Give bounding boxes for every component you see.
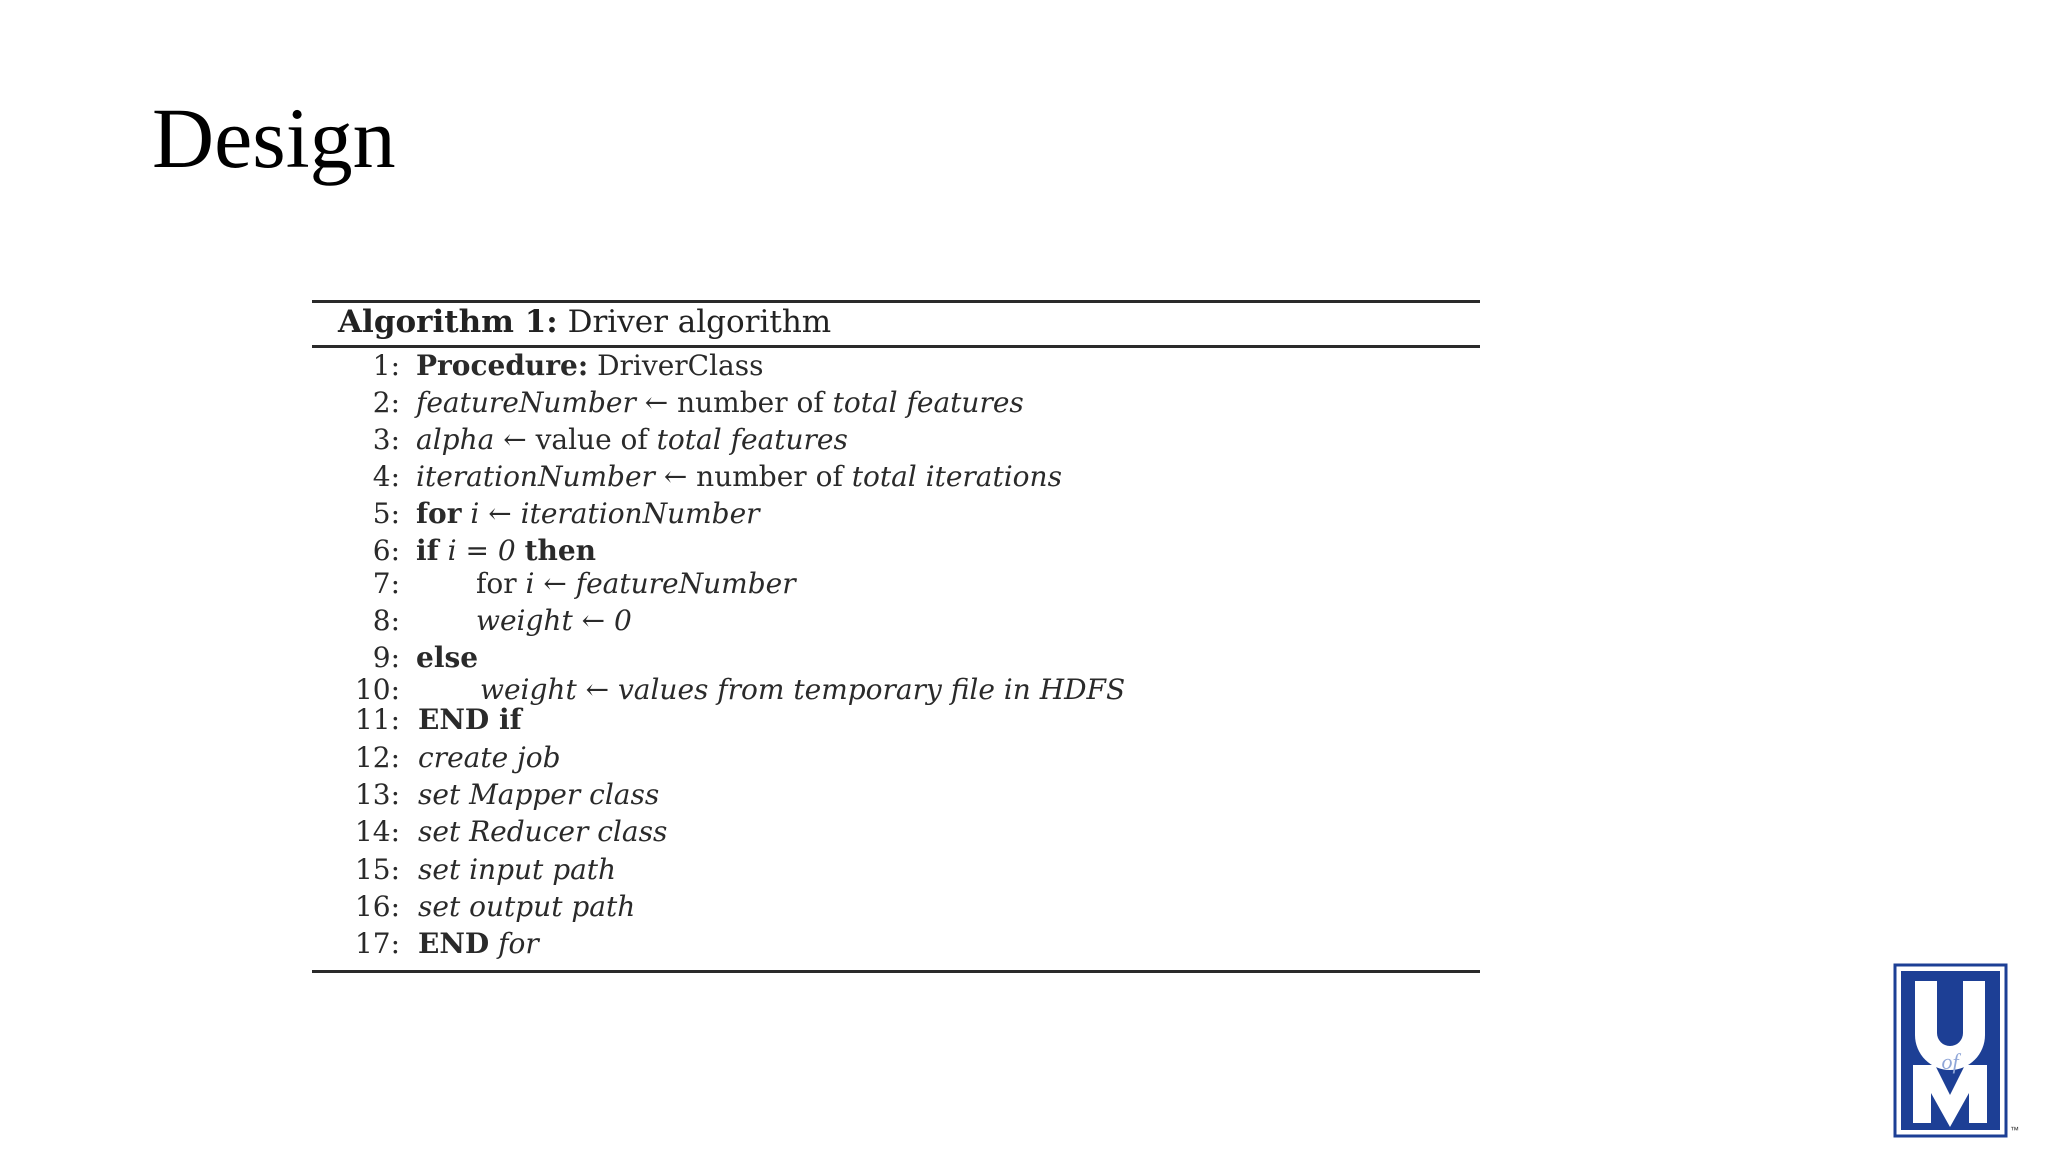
- bottom-rule: [312, 970, 1480, 973]
- line-number: 7:: [372, 567, 400, 600]
- statement-text: [439, 534, 448, 567]
- slide-title: Design: [152, 90, 396, 186]
- statement-text: ← value of: [494, 423, 657, 456]
- line-number: 3:: [372, 423, 400, 456]
- trademark-symbol: ™: [2010, 1125, 2019, 1135]
- math-term: total features: [656, 423, 848, 456]
- university-of-memphis-logo: [1893, 963, 2008, 1138]
- statement-text: ←: [534, 567, 576, 600]
- keyword: END if: [418, 703, 522, 736]
- line-number: 9:: [372, 641, 400, 674]
- line-number: 17:: [354, 927, 400, 960]
- keyword: END: [418, 927, 490, 960]
- line-number: 8:: [372, 604, 400, 637]
- statement-text: ←: [572, 604, 614, 637]
- keyword: Procedure:: [416, 349, 589, 382]
- line-statement: [418, 926, 539, 962]
- line-statement: [416, 348, 763, 384]
- line-number: 1:: [372, 349, 400, 382]
- math-term: set Reducer class: [418, 815, 668, 848]
- statement-text: DriverClass: [588, 349, 764, 382]
- line-number: 16:: [354, 890, 400, 923]
- line-statement: [476, 603, 632, 639]
- algorithm-caption-text: Driver algorithm: [567, 304, 832, 340]
- line-statement: [418, 777, 659, 813]
- math-term: featureNumber: [416, 386, 636, 419]
- line-number: 2:: [372, 386, 400, 419]
- math-term: featureNumber: [575, 567, 796, 600]
- line-statement: [418, 852, 616, 888]
- math-term: weight: [480, 673, 577, 706]
- statement-text: for: [476, 567, 526, 600]
- statement-text: ← number of: [654, 460, 852, 493]
- keyword: then: [524, 534, 597, 567]
- line-number: 13:: [354, 778, 400, 811]
- statement-text: =: [456, 534, 498, 567]
- math-term: for: [498, 927, 539, 960]
- line-number: 12:: [354, 741, 400, 774]
- math-term: create job: [418, 741, 561, 774]
- line-statement: [418, 889, 635, 925]
- line-number: 14:: [354, 815, 400, 848]
- line-statement: [416, 496, 760, 532]
- line-statement: [480, 672, 1125, 708]
- svg-text:of: of: [1941, 1049, 1959, 1074]
- algorithm-caption: [338, 302, 831, 342]
- math-term: set output path: [418, 890, 636, 923]
- line-statement: [416, 385, 1024, 421]
- algorithm-block: [312, 300, 1480, 974]
- line-statement: [416, 640, 478, 676]
- statement-text: ←: [479, 497, 521, 530]
- math-term: iterationNumber: [416, 460, 655, 493]
- math-term: 0: [613, 604, 632, 637]
- line-number: 5:: [372, 497, 400, 530]
- keyword: else: [416, 641, 479, 674]
- line-statement: [476, 566, 796, 602]
- statement-text: ←: [576, 673, 618, 706]
- math-term: 0: [497, 534, 516, 567]
- math-term: i: [525, 567, 535, 600]
- math-term: total features: [832, 386, 1024, 419]
- math-term: set Mapper class: [418, 778, 660, 811]
- line-statement: [418, 814, 667, 850]
- line-statement: [416, 533, 596, 569]
- line-number: 4:: [372, 460, 400, 493]
- math-term: values from temporary file in HDFS: [617, 673, 1126, 706]
- line-number: 11:: [354, 703, 400, 736]
- math-term: i: [470, 497, 480, 530]
- math-term: alpha: [416, 423, 495, 456]
- math-term: weight: [476, 604, 573, 637]
- math-term: i: [447, 534, 457, 567]
- math-term: set input path: [418, 853, 617, 886]
- line-number: 6:: [372, 534, 400, 567]
- line-number: 15:: [354, 853, 400, 886]
- statement-text: ← number of: [635, 386, 833, 419]
- math-term: total iterations: [851, 460, 1062, 493]
- line-statement: [416, 422, 848, 458]
- line-statement: [418, 702, 522, 738]
- line-statement: [418, 740, 561, 776]
- line-statement: [416, 459, 1062, 495]
- keyword: if: [416, 534, 439, 567]
- algorithm-caption-label: Algorithm 1:: [338, 304, 558, 340]
- statement-text: [516, 534, 525, 567]
- statement-text: [489, 927, 498, 960]
- line-number: 10:: [354, 673, 400, 706]
- keyword: for: [416, 497, 462, 530]
- math-term: iterationNumber: [520, 497, 760, 530]
